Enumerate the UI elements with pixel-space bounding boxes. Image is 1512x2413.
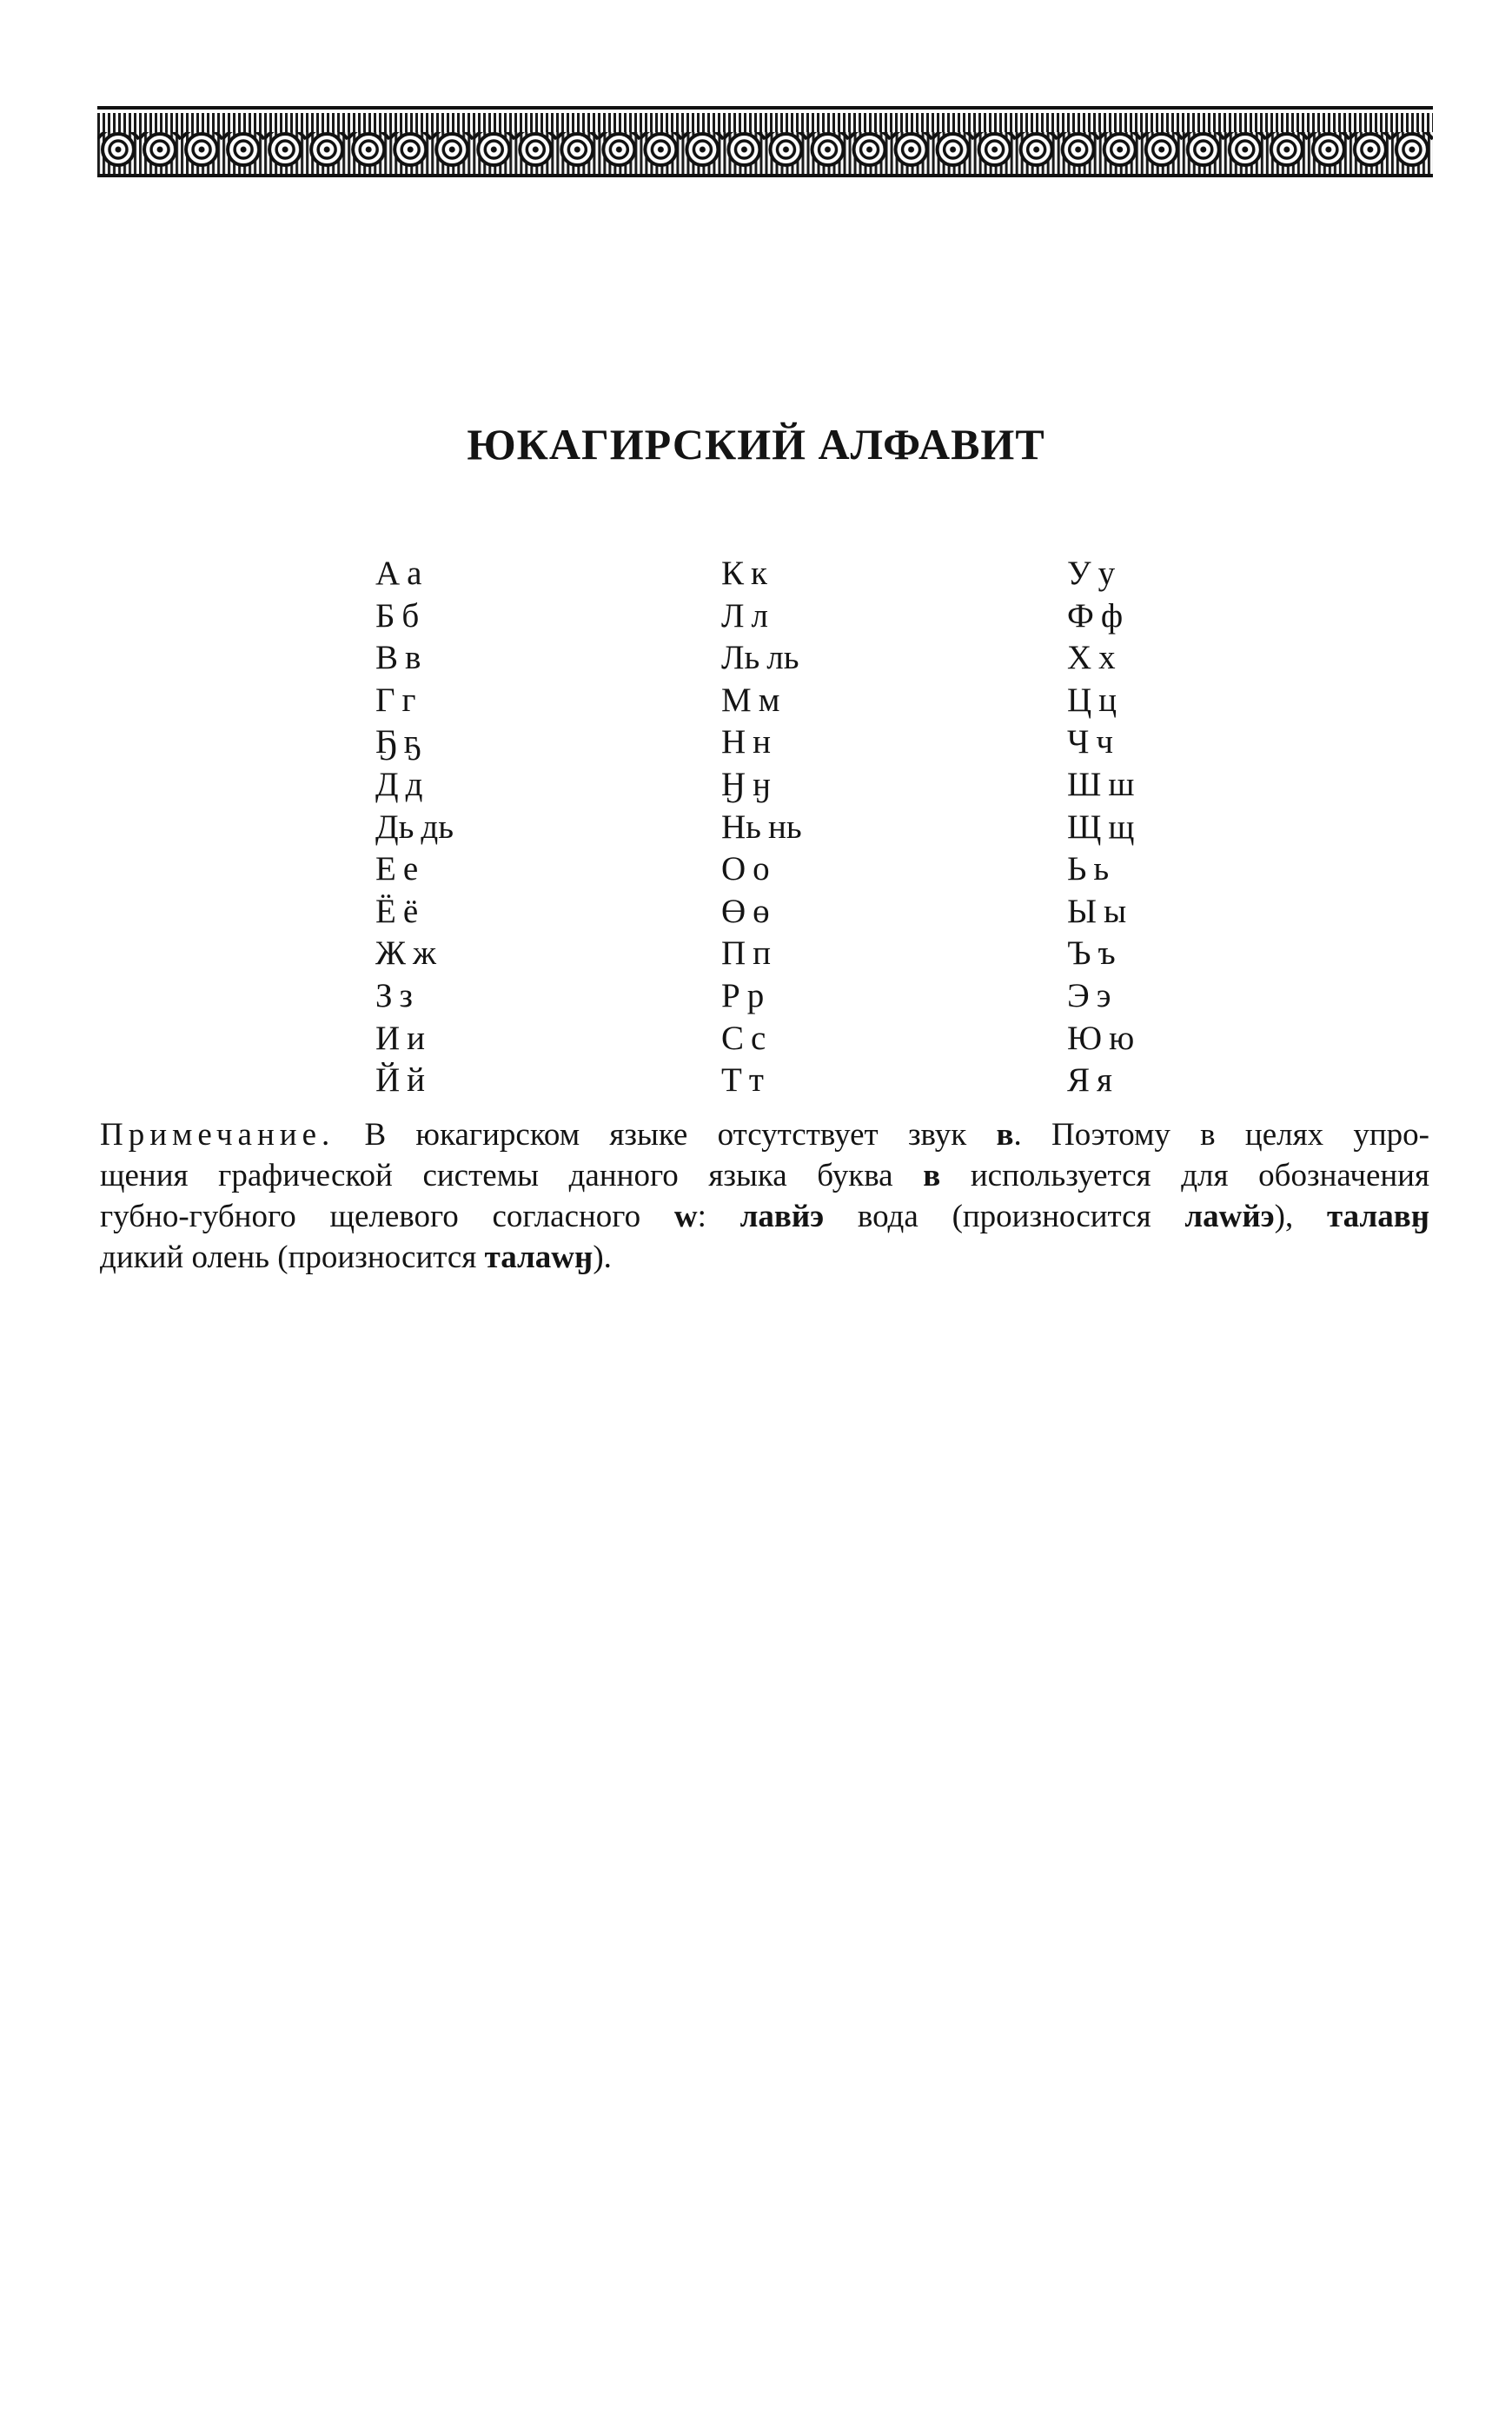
note-text: губно-губного щелевого согласного <box>100 1199 674 1234</box>
letter-pair <box>721 595 802 638</box>
uppercase-letter: Ө <box>721 892 746 930</box>
lowercase-letter: ӈ <box>753 765 772 803</box>
letter-pair <box>721 721 802 764</box>
note-line-3 <box>100 1196 1429 1237</box>
lowercase-letter: ф <box>1100 596 1124 635</box>
letter-pair <box>375 975 454 1018</box>
letter-pair <box>721 807 802 849</box>
uppercase-letter: Ч <box>1067 723 1090 761</box>
lowercase-letter: с <box>751 1019 766 1057</box>
uppercase-letter: Ю <box>1067 1019 1103 1057</box>
uppercase-letter: Е <box>375 850 396 888</box>
uppercase-letter: Р <box>721 976 740 1014</box>
lowercase-letter: у <box>1098 555 1116 592</box>
note-bold-term: в <box>996 1117 1014 1153</box>
alphabet-column-2 <box>721 553 802 1102</box>
note-bold-term: лаwйэ <box>1184 1199 1275 1234</box>
lowercase-letter: а <box>407 555 422 592</box>
uppercase-letter: Д <box>375 765 399 803</box>
uppercase-letter: Я <box>1067 1061 1091 1100</box>
uppercase-letter: Й <box>375 1061 401 1100</box>
letter-pair <box>721 764 802 807</box>
letter-pair <box>721 891 802 934</box>
lowercase-letter: ь <box>1093 850 1110 888</box>
uppercase-letter: Ъ <box>1067 934 1091 973</box>
note-text: : <box>697 1199 740 1234</box>
uppercase-letter: Нь <box>721 808 761 846</box>
lowercase-letter: ч <box>1096 723 1113 761</box>
uppercase-letter: Ы <box>1067 892 1098 930</box>
ornamental-border <box>97 106 1433 177</box>
uppercase-letter: Т <box>721 1061 742 1100</box>
letter-pair <box>1067 891 1134 934</box>
lowercase-letter: дь <box>421 808 454 846</box>
uppercase-letter: Дь <box>375 808 414 846</box>
lowercase-letter: ль <box>766 639 799 677</box>
uppercase-letter: Х <box>1067 639 1092 677</box>
uppercase-letter: Ӈ <box>721 765 746 803</box>
lowercase-letter: п <box>753 934 772 973</box>
note-bold-term: w <box>673 1199 698 1234</box>
letter-pair <box>1067 975 1134 1018</box>
lowercase-letter: ж <box>412 934 436 973</box>
lowercase-letter: ы <box>1104 892 1127 930</box>
lowercase-letter: т <box>748 1061 764 1100</box>
letter-pair <box>721 933 802 975</box>
letter-pair <box>721 680 802 722</box>
uppercase-letter: Б <box>375 596 395 635</box>
page-title: ЮКАГИРСКИЙ АЛФАВИТ <box>467 420 1045 469</box>
note-text: ), <box>1274 1199 1327 1234</box>
letter-pair <box>1067 637 1134 680</box>
uppercase-letter: В <box>375 639 399 677</box>
lowercase-letter: э <box>1096 976 1111 1014</box>
uppercase-letter: У <box>1067 555 1091 592</box>
letter-pair <box>1067 721 1134 764</box>
uppercase-letter: А <box>375 555 401 592</box>
note-text: В юкагирском языке отсутствует звук <box>335 1117 997 1153</box>
alphabet-column-3 <box>1067 553 1134 1102</box>
uppercase-letter: Ф <box>1067 596 1094 635</box>
lowercase-letter: х <box>1098 639 1116 677</box>
note-bold-term: талаwӈ <box>484 1240 594 1275</box>
letter-pair <box>1067 848 1134 891</box>
lowercase-letter: н <box>753 723 772 761</box>
uppercase-letter: К <box>721 555 745 592</box>
uppercase-letter: С <box>721 1019 745 1057</box>
uppercase-letter: Ҕ <box>375 723 397 761</box>
note-text: щения графической системы данного языка буква <box>100 1158 924 1193</box>
lowercase-letter: б <box>401 596 420 635</box>
uppercase-letter: П <box>721 934 746 973</box>
letter-pair <box>375 553 454 595</box>
lowercase-letter: л <box>751 596 768 635</box>
letter-pair <box>375 933 454 975</box>
lowercase-letter: р <box>746 976 765 1014</box>
note-label: Примечание. <box>100 1117 335 1153</box>
uppercase-letter: М <box>721 681 752 719</box>
note-bold-term: талавӈ <box>1327 1199 1430 1234</box>
uppercase-letter: Ш <box>1067 765 1102 803</box>
note-text: ). <box>593 1240 612 1275</box>
letter-pair <box>721 975 802 1018</box>
lowercase-letter: я <box>1097 1061 1112 1100</box>
lowercase-letter: ц <box>1098 681 1117 719</box>
letter-pair <box>721 1060 802 1102</box>
note-bold-term: в <box>923 1158 941 1193</box>
note-line-4 <box>100 1237 1429 1278</box>
lowercase-letter: д <box>405 765 423 803</box>
lowercase-letter: ш <box>1108 765 1135 803</box>
letter-pair <box>375 891 454 934</box>
note-paragraph <box>100 1114 1429 1278</box>
note-line-2 <box>100 1155 1429 1196</box>
letter-pair <box>1067 553 1134 595</box>
letter-pair <box>1067 1060 1134 1102</box>
uppercase-letter: Ль <box>721 639 760 677</box>
uppercase-letter: Н <box>721 723 746 761</box>
letter-pair <box>375 637 454 680</box>
letter-pair <box>1067 680 1134 722</box>
letter-pair <box>375 848 454 891</box>
letter-pair <box>375 680 454 722</box>
note-text: используется для обозначения <box>940 1158 1429 1193</box>
lowercase-letter: и <box>407 1019 426 1057</box>
uppercase-letter: З <box>375 976 393 1014</box>
uppercase-letter: Ь <box>1067 850 1087 888</box>
letter-pair <box>721 848 802 891</box>
uppercase-letter: О <box>721 850 746 888</box>
lowercase-letter: щ <box>1108 808 1135 846</box>
lowercase-letter: ю <box>1109 1019 1135 1057</box>
lowercase-letter: нь <box>767 808 802 846</box>
uppercase-letter: Щ <box>1067 808 1102 846</box>
letter-pair <box>375 1018 454 1060</box>
lowercase-letter: ө <box>753 892 770 930</box>
letter-pair <box>1067 933 1134 975</box>
lowercase-letter: в <box>405 639 421 677</box>
letter-pair <box>375 595 454 638</box>
note-text: вода (произносится <box>824 1199 1185 1234</box>
uppercase-letter: Л <box>721 596 745 635</box>
uppercase-letter: Ж <box>375 934 406 973</box>
uppercase-letter: Ц <box>1067 681 1092 719</box>
lowercase-letter: г <box>401 681 416 719</box>
lowercase-letter: ҕ <box>403 723 421 761</box>
letter-pair <box>375 764 454 807</box>
letter-pair <box>1067 764 1134 807</box>
uppercase-letter: Ё <box>375 892 396 930</box>
uppercase-letter: Э <box>1067 976 1090 1014</box>
letter-pair <box>375 807 454 849</box>
lowercase-letter: з <box>399 976 413 1014</box>
lowercase-letter: е <box>402 850 419 888</box>
note-bold-term: лавйэ <box>739 1199 825 1234</box>
alphabet-column-1 <box>375 553 454 1102</box>
letter-pair <box>375 1060 454 1102</box>
uppercase-letter: И <box>375 1019 401 1057</box>
letter-pair <box>1067 1018 1134 1060</box>
lowercase-letter: ё <box>402 892 419 930</box>
lowercase-letter: о <box>753 850 770 888</box>
letter-pair <box>1067 807 1134 849</box>
letter-pair <box>1067 595 1134 638</box>
letter-pair <box>375 721 454 764</box>
lowercase-letter: ъ <box>1098 934 1116 973</box>
lowercase-letter: м <box>758 681 780 719</box>
lowercase-letter: к <box>751 555 767 592</box>
letter-pair <box>721 1018 802 1060</box>
note-line-1 <box>100 1114 1429 1155</box>
lowercase-letter: й <box>407 1061 426 1100</box>
note-text: . Поэтому в целях упро- <box>1013 1117 1429 1153</box>
letter-pair <box>721 553 802 595</box>
uppercase-letter: Г <box>375 681 395 719</box>
letter-pair <box>721 637 802 680</box>
note-text: дикий олень (произносится <box>100 1240 485 1275</box>
